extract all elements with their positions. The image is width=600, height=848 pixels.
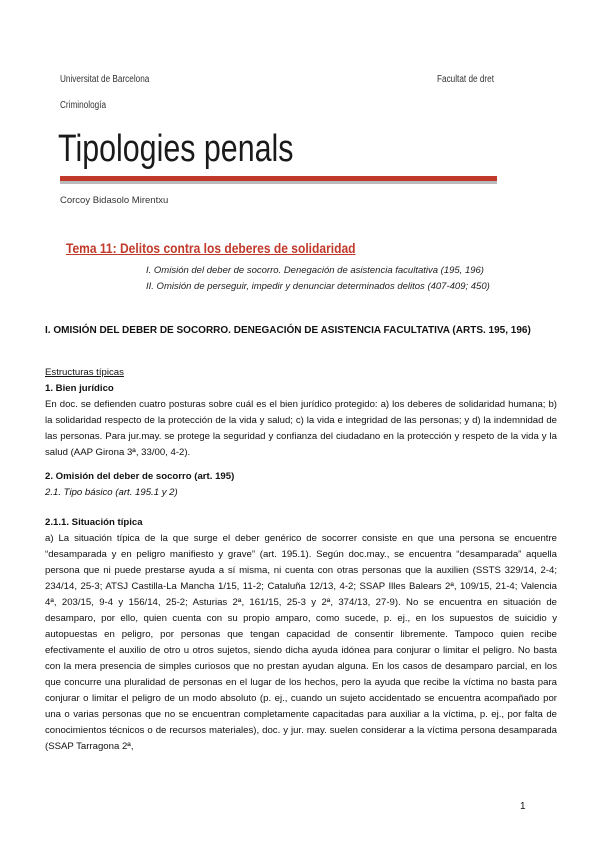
author: Corcoy Bidasolo Mirentxu: [60, 195, 169, 206]
bien-juridico-paragraph: En doc. se defienden cuatro posturas sobre cuál es el bien jurídico protegido: a) los deberes de solidaridad humana; b) la solidaridad respecto de la protección de la vida y salud; c) la vida e integridad de las personas; y d) la indemnidad de las personas. Para jur.may. se protege la seguridad y confianza del ciudadano en la protección y respeto de la vida y la salud (AAP Girona 3ª, 33/00, 4-2).: [45, 399, 557, 458]
header-faculty: Facultat de dret: [437, 74, 494, 85]
section-block-3: [45, 515, 557, 755]
header-subject: Criminología: [60, 100, 107, 111]
subtopic-2: II. Omisión de perseguir, impedir y denunciar determinados delitos (407-409; 450): [146, 281, 490, 292]
page-number: 1: [520, 801, 526, 812]
subtopic-1: I. Omisión del deber de socorro. Denegación de asistencia facultativa (195, 196): [146, 265, 484, 276]
tipo-basico-heading: 2.1. Tipo básico (art. 195.1 y 2): [45, 487, 178, 498]
structures-label: Estructuras típicas: [45, 367, 124, 378]
section-heading: I. OMISIÓN DEL DEBER DE SOCORRO. DENEGACIÓN DE ASISTENCIA FACULTATIVA (ARTS. 195, 196): [45, 325, 531, 336]
omision-heading: 2. Omisión del deber de socorro (art. 195): [45, 471, 235, 482]
situacion-heading: 2.1.1. Situación típica: [45, 517, 143, 528]
section-block-2: [45, 469, 557, 501]
document-title: Tipologies penals: [58, 128, 294, 170]
header-university: Universitat de Barcelona: [60, 74, 150, 85]
title-underline-shadow: [60, 181, 497, 184]
bien-juridico-heading: 1. Bien jurídico: [45, 383, 114, 394]
topic-heading: Tema 11: Delitos contra los deberes de solidaridad: [66, 240, 356, 256]
section-block-1: [45, 365, 557, 461]
situacion-paragraph: a) La situación típica de la que surge el deber genérico de socorrer consiste en que una persona se encuentre “desamparada y en peligro manifiesto y grave” (art. 195.1). Según doc.may., se encuentra “desamparada” aquella persona que ni puede prestarse ayuda a sí misma, ni cuenta con otras personas que la auxilien (SSTS 329/14, 2-4; 234/14, 25-3; ATSJ Castilla-La Mancha 1/15, 11-2; Cataluña 12/13, 4-2; SSAP Illes Balears 2ª, 109/15, 21-4; Valencia 4ª, 203/15, 9-4 y 156/14, 25-2; Asturias 2ª, 161/15, 25-3 y 2ª, 374/13, 27-9). No se encuentra en situación de desamparo, por ello, quien cuenta con su propio amparo, como sucede, p. ej., en los supuestos de suicidio y autopuestas en peligro, por personas que tengan capacidad de consentir libremente. Tampoco quien recibe efectivamente el auxilio de otro u otros sujetos, siendo dicha ayuda idónea para conjurar o limitar el peligro. No basta con la mera presencia de simples curiosos que no prestan ayudan alguna. En los casos de desamparo parcial, en los que concurre una pluralidad de personas en el lugar de los hechos, pero la ayuda que recibe la víctima no basta para conjurar o limitar el peligro de un modo absoluto (p. ej., cuando un sujeto accidentado se encuentra acompañado por una o varias personas que no se encuentran completamente capacitadas para auxiliar a la víctima, p. ej., por falta de conocimientos técnicos o de recursos materiales), doc. y jur. may. suelen considerar a la víctima persona desamparada (SSAP Tarragona 2ª,: [45, 533, 557, 752]
